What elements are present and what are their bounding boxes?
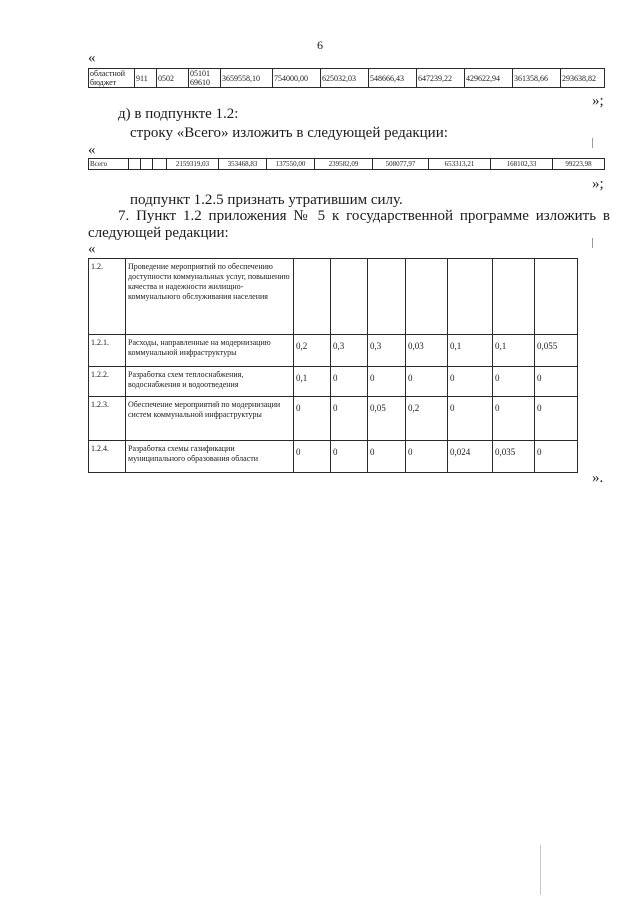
indicator-value: 0,2 (294, 335, 331, 367)
indicator-number: 1.2. (89, 259, 126, 335)
indicator-number: 1.2.3. (89, 397, 126, 441)
opening-quote-2: « (88, 142, 96, 158)
indicator-value (535, 259, 578, 335)
indicator-value: 0 (493, 397, 535, 441)
table-row (89, 335, 578, 367)
subitem-d-text: д) в подпункте 1.2: (118, 106, 239, 122)
table-row (89, 259, 578, 335)
indicator-value: 0 (535, 397, 578, 441)
indicator-value: 0 (368, 441, 406, 473)
indicator-value: 0,1 (493, 335, 535, 367)
indicator-value: 0 (331, 441, 368, 473)
table-cell (153, 159, 167, 170)
table-cell: 361358,66 (513, 69, 561, 88)
indicator-value: 0,3 (331, 335, 368, 367)
table-cell: 0502 (157, 69, 189, 88)
table-row (89, 397, 578, 441)
indicator-value (331, 259, 368, 335)
indicator-value: 0,05 (368, 397, 406, 441)
opening-quote-1: « (88, 50, 96, 66)
page-number: 6 (317, 38, 323, 52)
indicator-name: Разработка схем теплоснабжения, водоснабжения и водоотведения (126, 367, 294, 397)
indicator-value: 0,035 (493, 441, 535, 473)
indicator-name: Расходы, направленные на модернизацию коммунальной инфраструктуры (126, 335, 294, 367)
opening-quote-3: « (88, 241, 96, 257)
indicator-value: 0 (448, 397, 493, 441)
indicator-name: Проведение мероприятий по обеспечению доступности коммунальных услуг, повышению качества и надежности жилищно-коммунального обслуживания населения (126, 259, 294, 335)
table-cell: 548666,43 (369, 69, 417, 88)
indicator-name: Обеспечение мероприятий по модернизации систем коммунальной инфраструктуры (126, 397, 294, 441)
indicator-value (406, 259, 448, 335)
table-cell: 625032,03 (321, 69, 369, 88)
indicator-value: 0,2 (406, 397, 448, 441)
table-cell: 2159319,03 (167, 159, 219, 170)
indicator-number: 1.2.4. (89, 441, 126, 473)
indicator-value (448, 259, 493, 335)
scan-artifact (540, 845, 541, 895)
indicator-value (493, 259, 535, 335)
indicator-value: 0,1 (294, 367, 331, 397)
table-cell: 168102,33 (491, 159, 553, 170)
table-cell: 647239,22 (417, 69, 465, 88)
closing-quote-2: »; (592, 176, 604, 192)
scan-artifact (592, 138, 593, 148)
indicator-value: 0,3 (368, 335, 406, 367)
table-cell: 754000,00 (273, 69, 321, 88)
table-cell (129, 159, 141, 170)
indicator-value: 0 (535, 441, 578, 473)
total-line-text: строку «Всего» изложить в следующей редакции: (130, 125, 448, 141)
indicator-value: 0 (406, 441, 448, 473)
indicator-value: 0 (493, 367, 535, 397)
subitem-1-2-5-text: подпункт 1.2.5 признать утратившим силу. (130, 192, 403, 208)
closing-quote-1: »; (592, 93, 604, 109)
table-cell: 911 (135, 69, 157, 88)
table-cell: 353468,83 (219, 159, 267, 170)
table-cell: 239582,09 (315, 159, 373, 170)
indicator-table (88, 258, 578, 473)
scan-artifact (592, 238, 593, 248)
table-cell (141, 159, 153, 170)
indicator-value: 0,024 (448, 441, 493, 473)
indicator-number: 1.2.2. (89, 367, 126, 397)
table-cell: 3659558,10 (221, 69, 273, 88)
table-cell: 137550,00 (267, 159, 315, 170)
table-cell: 653313,21 (429, 159, 491, 170)
indicator-value (368, 259, 406, 335)
indicator-value: 0 (294, 397, 331, 441)
indicator-value: 0 (368, 367, 406, 397)
indicator-value: 0 (331, 397, 368, 441)
indicator-value: 0 (294, 441, 331, 473)
indicator-value: 0 (406, 367, 448, 397)
table-row (89, 367, 578, 397)
table-cell: 99223,98 (553, 159, 605, 170)
table-row (89, 159, 605, 170)
table-cell: областной бюджет (89, 69, 135, 88)
closing-quote-3: ». (592, 470, 604, 486)
indicator-value: 0,1 (448, 335, 493, 367)
table-cell: Всего (89, 159, 129, 170)
table-cell: 429622,94 (465, 69, 513, 88)
indicator-name: Разработка схемы газификации муниципального образования области (126, 441, 294, 473)
indicator-number: 1.2.1. (89, 335, 126, 367)
table-cell: 05101 69610 (189, 69, 221, 88)
indicator-value: 0 (448, 367, 493, 397)
indicator-value: 0,055 (535, 335, 578, 367)
budget-row-table (88, 68, 605, 88)
total-row-table (88, 158, 605, 170)
table-row (89, 69, 605, 88)
indicator-value: 0,03 (406, 335, 448, 367)
indicator-value: 0 (331, 367, 368, 397)
indicator-value: 0 (535, 367, 578, 397)
point-7-text: 7. Пункт 1.2 приложения № 5 к государственной программе изложить в следующей редакции: (88, 208, 610, 241)
table-cell: 293638,82 (561, 69, 605, 88)
indicator-value (294, 259, 331, 335)
table-row (89, 441, 578, 473)
table-cell: 508077,97 (373, 159, 429, 170)
